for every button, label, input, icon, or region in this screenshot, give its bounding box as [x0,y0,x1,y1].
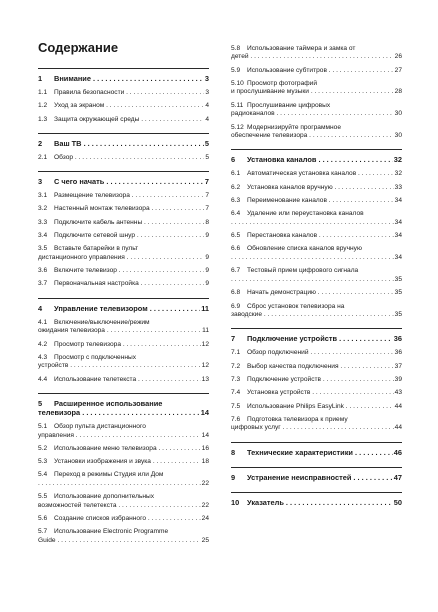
toc-page-number: 24 [201,515,209,523]
toc-title: Перестановка каналов . . . [247,232,394,241]
toc-entry[interactable] [38,354,209,371]
toc-title: Просмотр телевизора . . . [54,341,201,350]
toc-entry[interactable] [231,267,402,284]
toc-number: 3.4 [38,231,48,239]
toc-page-number: 28 [394,88,402,96]
toc-title-continuation [38,480,209,489]
toc-title: Модернизируйте программное [247,123,342,131]
toc-title-line2: и прослушивание музыки . . . [231,88,394,97]
toc-page-number: 13 [201,375,209,383]
toc-number: 4.3 [38,353,48,361]
toc-page-number: 4 [205,115,209,123]
toc-entry[interactable] [38,232,209,241]
toc-title-continuation [231,254,402,263]
toc-title-line2: дистанционного управления . . . [38,254,204,263]
toc-title-line2: заводские . . . [231,311,394,320]
toc-title: Расширенное использование [54,399,163,408]
toc-page-number: 39 [394,375,402,383]
toc-title: Выбор качества подключения . . . [247,363,394,372]
toc-title: Обновление списка каналов вручную [247,245,362,253]
toc-page-number: 34 [394,197,402,205]
toc-number: 5.1 [38,423,48,430]
page-title: Содержание [38,40,119,55]
toc-entry[interactable] [38,445,209,454]
toc-page-number: 35 [394,311,402,319]
toc-number: 5.4 [38,471,48,479]
toc-title: Тестовый прием цифрового сигнала [247,267,359,275]
toc-number: 5.12 [231,123,244,131]
toc-entry[interactable] [38,319,209,336]
toc-title: Вставьте батарейки в пульт [54,245,139,253]
toc-title: Начать демонстрацию . . . [247,289,394,298]
toc-page-number: 43 [394,389,402,397]
toc-number: 9 [231,472,236,482]
toc-entry[interactable] [231,289,402,298]
toc-chapter[interactable] [231,473,402,482]
toc-number: 5.5 [38,493,48,501]
toc-section [231,467,402,492]
toc-section [231,149,402,328]
toc-title: Установка каналов вручную . . . [247,184,394,193]
toc-entry[interactable] [38,515,209,524]
toc-page-number: 7 [204,177,209,187]
toc-number: 4.2 [38,340,48,348]
toc-title: Просмотр фотографий [247,79,318,87]
toc-page-number: 4 [205,102,209,110]
toc-entry[interactable] [231,376,402,385]
toc-title-continuation [231,132,402,141]
toc-page-number: 30 [394,110,402,118]
toc-page-number: 9 [205,280,209,288]
toc-number: 7.6 [231,415,241,423]
toc-entry[interactable] [231,102,402,119]
toc-page-number: 8 [205,218,209,226]
toc-chapter[interactable] [231,334,402,343]
toc-title: Использование таймера и замка от [247,44,356,52]
toc-title-line2 [38,480,201,489]
toc-page-number: 7 [205,192,209,200]
toc-title: Подготовка телевизора к приему [247,415,348,423]
toc-number: 3.7 [38,280,48,288]
toc-title: Устранение неисправностей . . . [247,473,393,482]
toc-page-number: 11 [202,327,209,335]
toc-title-continuation [38,502,209,511]
toc-entry[interactable] [38,376,209,385]
toc-title: Настенный монтаж телевизора . . . [54,205,204,214]
toc-entry[interactable] [231,124,402,141]
toc-chapter[interactable] [38,304,209,313]
toc-page-number: 9 [205,253,209,261]
toc-title-continuation [231,110,402,119]
toc-title: Подключение устройств . . . [247,376,394,385]
toc-title: Включите телевизор . . . [54,267,204,276]
toc-title-line2: ожидания телевизора . . . [38,327,201,336]
toc-section [38,133,209,171]
toc-title: Переход в режимы Студия или Дом [54,471,164,479]
toc-section [38,68,209,133]
toc-page-number: 11 [201,303,209,313]
toc-number: 6 [231,155,236,165]
toc-page-number: 33 [394,183,402,191]
toc-page-number: 26 [394,53,402,61]
toc-number: 6.1 [231,170,241,178]
toc-page-number: 22 [201,501,209,509]
toc-number: 1 [38,74,43,83]
toc-page-number: 12 [201,362,209,370]
toc-chapter[interactable] [38,177,209,186]
toc-chapter[interactable] [38,74,209,83]
toc-entry[interactable] [231,170,402,179]
toc-entry[interactable] [38,267,209,276]
toc-number: 3.2 [38,205,48,213]
toc-entry[interactable] [38,205,209,214]
toc-title: Размещение телевизора . . . [54,192,204,201]
toc-title: Защита окружающей среды . . . [54,116,204,125]
toc-number: 2 [38,138,43,148]
toc-number: 3.3 [38,218,48,226]
toc-section [38,298,209,393]
toc-number: 1.1 [38,89,48,96]
toc-title: Указатель . . . [247,498,393,507]
toc-title: Уход за экраном . . . [54,102,204,111]
toc-entry[interactable] [231,416,402,433]
toc-number: 2.1 [38,153,48,161]
toc-page-number: 9 [205,231,209,239]
toc-page-number: 14 [200,408,209,417]
toc-section [231,442,402,467]
toc-column-right [231,40,402,517]
toc-number: 4.4 [38,375,48,383]
toc-title: Использование Electronic Programme [54,528,169,536]
toc-title-continuation [231,311,402,320]
toc-number: 3.6 [38,267,48,275]
toc-number: 5.6 [38,515,48,523]
toc-title: Использование меню телевизора . . . [54,445,201,454]
toc-title-continuation [38,254,209,263]
toc-number: 6.2 [231,183,241,191]
toc-entry[interactable] [38,116,209,125]
toc-page-number: 35 [394,275,402,283]
toc-entry[interactable] [231,389,402,398]
toc-title: Использование субтитров . . . [247,67,394,76]
toc-entry[interactable] [38,471,209,488]
toc-title: Использование Philips EasyLink . . . [247,403,394,412]
toc-title: Установка каналов . . . [247,155,393,164]
toc-entry[interactable] [231,363,402,372]
toc-title: Использование телетекста . . . [54,376,201,385]
toc-entry[interactable] [231,403,402,412]
toc-title-line2: Guide . . . [38,537,201,546]
toc-title: Обзор пульта дистанционного [54,423,146,430]
toc-page-number: 30 [394,132,402,140]
toc-title-line2: радиоканалов . . . [231,110,394,119]
toc-number: 7.3 [231,375,241,383]
toc-section [231,328,402,441]
toc-title-line2: устройств . . . [38,362,201,371]
toc-title-line2: телевизора . . . [38,408,200,417]
toc-title-continuation [231,53,402,62]
toc-entry[interactable] [38,458,209,467]
toc-page-number: 22 [201,480,209,488]
toc-entry[interactable] [38,154,209,163]
toc-number: 7.1 [231,349,241,357]
toc-section [231,492,402,517]
toc-title: Сброс установок телевизора на [247,302,345,310]
toc-page-number: 37 [394,362,402,370]
toc-entry[interactable] [38,280,209,289]
toc-number: 5.11 [231,101,244,109]
toc-page-number: 32 [393,155,402,165]
toc-number: 3.1 [38,192,48,200]
toc-page-number: 34 [394,254,402,262]
toc-entry[interactable] [38,528,209,545]
toc-page-number: 16 [201,444,209,452]
toc-page-number: 3 [205,89,209,96]
toc-number: 6.9 [231,302,241,310]
toc-title-line2 [231,219,394,228]
toc-title-line2: обеспечение телевизора . . . [231,132,394,141]
toc-chapter[interactable] [231,155,402,164]
toc-title: Подключите сетевой шнур . . . [54,232,204,241]
toc-title: Установки изображения и звука . . . [54,458,201,467]
toc-entry[interactable] [38,102,209,111]
toc-number: 5.8 [231,44,241,52]
toc-entry[interactable] [231,67,402,76]
toc-section [38,171,209,298]
toc-title-line2 [231,254,394,263]
toc-title-continuation [38,537,209,546]
toc-number: 6.8 [231,289,241,297]
toc-title-line2: детей . . . [231,53,394,62]
toc-title: Правила безопасности . . . [54,89,204,98]
toc-number: 7.4 [231,389,241,397]
toc-number: 6.6 [231,245,241,253]
toc-entry[interactable] [231,184,402,193]
toc-title: Просмотр с подключенных [54,353,137,361]
toc-entry[interactable] [231,349,402,358]
toc-title-line2: возможностей телетекста . . . [38,502,201,511]
toc-number: 3.5 [38,245,48,253]
toc-page-number: 25 [201,537,209,545]
toc-number: 7.5 [231,402,241,410]
toc-title: Установка устройств . . . [247,389,394,398]
toc-chapter[interactable] [38,399,209,417]
toc-page-number: 46 [393,447,402,457]
toc-number: 5.2 [38,444,48,452]
toc-title: Обзор подключений . . . [247,349,394,358]
toc-title: Включение/выключение/режим [54,318,150,326]
toc-title-line2: цифровых услуг . . . [231,424,394,433]
toc-title: Прослушивание цифровых [247,101,331,109]
toc-page-number: 14 [201,431,209,439]
toc-page-number: 35 [394,289,402,297]
toc-title: Создание списков избранного . . . [54,515,201,524]
toc-number: 6.4 [231,210,241,218]
toc-number: 5.9 [231,66,241,74]
toc-entry[interactable] [38,423,209,440]
toc-number: 7 [231,334,236,344]
toc-page-number: 9 [205,267,209,275]
toc-entry[interactable] [38,341,209,350]
toc-title: Удаление или переустановка каналов [247,210,364,218]
toc-entry[interactable] [231,80,402,97]
toc-number: 4.1 [38,318,48,326]
toc-page-number: 7 [205,205,209,213]
toc-title: Первоначальная настройка . . . [54,280,204,289]
toc-number: 3 [38,177,43,187]
toc-entry[interactable] [231,303,402,320]
toc-page-number: 44 [394,424,402,432]
toc-title-continuation [38,362,209,371]
toc-title: Использование дополнительных [54,493,155,501]
toc-title-continuation [231,219,402,228]
toc-entry[interactable] [231,245,402,262]
toc-entry[interactable] [38,89,209,98]
toc-page-number: 12 [201,340,209,348]
toc-section [231,45,402,150]
toc-number: 8 [231,447,236,457]
toc-page-number: 3 [204,74,209,83]
toc-number: 1.2 [38,102,48,110]
toc-title: Управление телевизором . . . [54,304,200,313]
toc-page-number: 27 [394,66,402,74]
toc-title: Обзор . . . [54,154,204,163]
toc-entry[interactable] [38,493,209,510]
toc-column-left [38,68,209,554]
toc-page-number: 5 [204,138,209,148]
toc-title: Автоматическая установка каналов . . . [247,170,394,179]
toc-entry[interactable] [231,197,402,206]
toc-number: 6.5 [231,232,241,240]
toc-title-line2: управления . . . [38,432,201,441]
toc-title-continuation [38,408,209,417]
toc-title-continuation [231,88,402,97]
toc-chapter[interactable] [231,448,402,457]
toc-number: 7.2 [231,362,241,370]
toc-entry[interactable] [231,232,402,241]
toc-entry[interactable] [231,45,402,62]
toc-page-number: 36 [394,349,402,357]
toc-page-number: 34 [394,232,402,240]
toc-title-continuation [231,276,402,285]
toc-number: 5.10 [231,79,244,87]
toc-title: Подключите кабель антенны . . . [54,219,204,228]
toc-section [38,393,209,554]
toc-title: Ваш ТВ . . . [54,139,204,148]
toc-title-continuation [231,424,402,433]
toc-title: С чего начать . . . [54,177,204,186]
toc-number: 4 [38,303,43,313]
toc-title-line2 [231,276,394,285]
toc-title-continuation [38,432,209,441]
toc-page-number: 50 [393,497,402,507]
toc-page-number: 18 [201,458,209,466]
toc-page-number: 47 [393,472,402,482]
toc-entry[interactable] [38,192,209,201]
toc-chapter[interactable] [231,498,402,507]
toc-page-number: 32 [394,170,402,178]
toc-number: 10 [231,497,240,507]
toc-entry[interactable] [231,210,402,227]
toc-page-number: 5 [205,153,209,161]
toc-page-number: 36 [393,334,402,344]
toc-number: 5.7 [38,528,48,536]
toc-number: 6.3 [231,197,241,205]
toc-title: Подключение устройств . . . [247,334,393,343]
toc-title-continuation [38,327,209,336]
toc-chapter[interactable] [38,139,209,148]
toc-entry[interactable] [38,219,209,228]
toc-title: Внимание . . . [54,74,204,83]
toc-entry[interactable] [38,245,209,262]
toc-number: 5.3 [38,458,48,466]
toc-page-number: 44 [394,402,402,410]
toc-number: 6.7 [231,267,241,275]
toc-number: 1.3 [38,115,48,123]
toc-number: 5 [38,399,43,408]
toc-title: Технические характеристики . . . [247,448,393,457]
toc-page-number: 34 [394,218,402,226]
toc-title: Переименование каналов . . . [247,197,394,206]
